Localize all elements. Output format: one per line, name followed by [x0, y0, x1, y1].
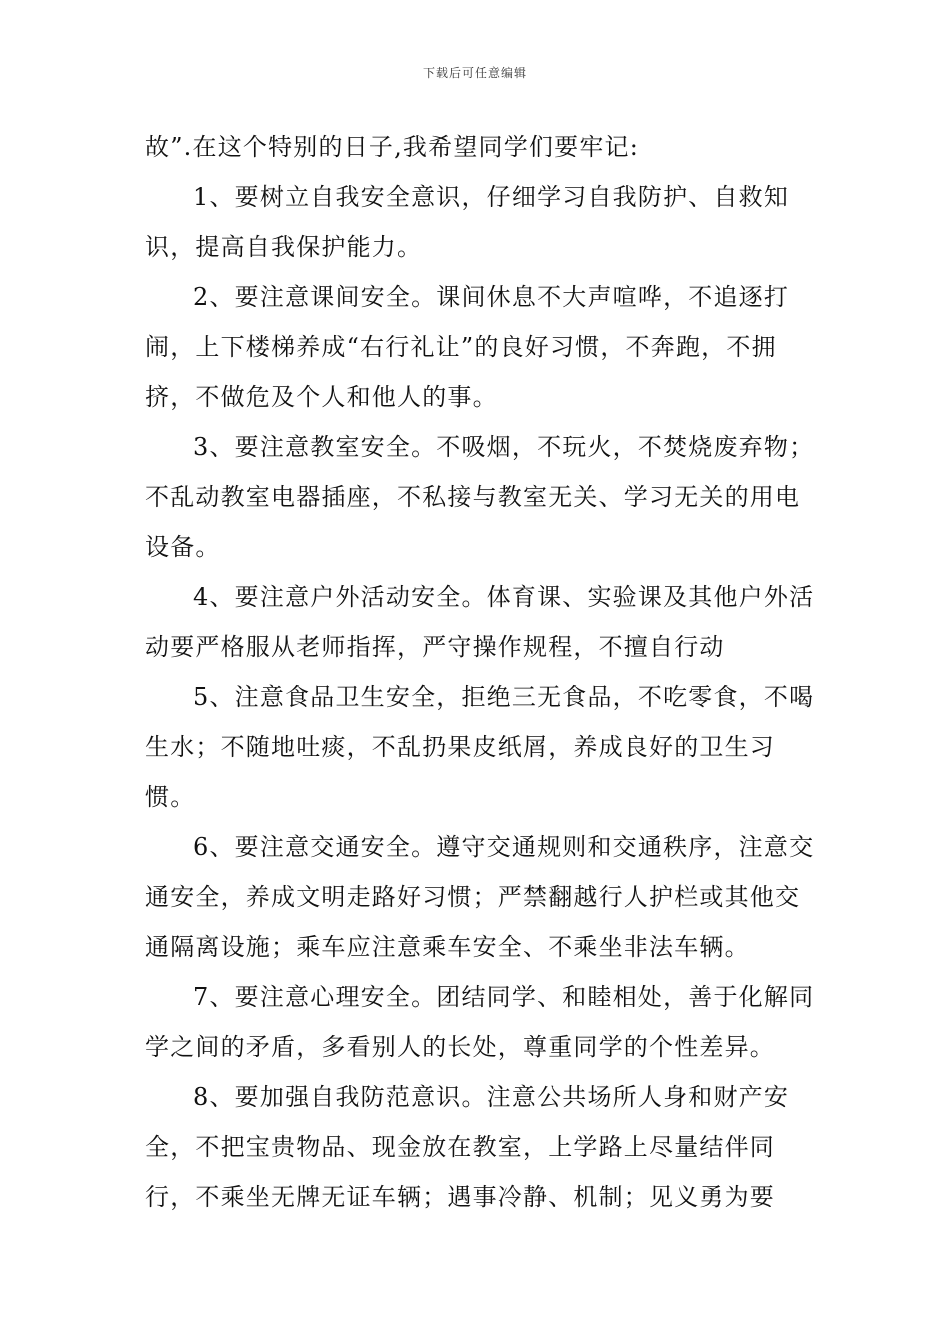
paragraph-item-5: 5、注意食品卫生安全，拒绝三无食品，不吃零食，不喝生水；不随地吐痰，不乱扔果皮纸屑，养成良好的卫生习惯。: [145, 683, 815, 811]
paragraph-item-8: 8、要加强自我防范意识。注意公共场所人身和财产安全，不把宝贵物品、现金放在教室，上学路上尽量结伴同行，不乘坐无牌无证车辆；遇事冷静、机制；见义勇为要: [145, 1083, 790, 1211]
document-body: [145, 122, 815, 1222]
paragraph-item-6: 6、要注意交通安全。遵守交通规则和交通秩序，注意交通安全，养成文明走路好习惯；严禁翻越行人护栏或其他交通隔离设施；乘车应注意乘车安全、不乘坐非法车辆。: [145, 833, 815, 961]
paragraph-item-1: 1、要树立自我安全意识，仔细学习自我防护、自救知识，提高自我保护能力。: [145, 183, 790, 261]
paragraph-continuation: 故”.在这个特别的日子,我希望同学们要牢记:: [145, 133, 640, 161]
paragraph-item-2: 2、要注意课间安全。课间休息不大声喧哗，不追逐打闹，上下楼梯养成“右行礼让”的良好习惯，不奔跑，不拥挤，不做危及个人和他人的事。: [145, 283, 790, 411]
page-header: 下载后可任意编辑: [422, 66, 527, 80]
paragraph-item-7: 7、要注意心理安全。团结同学、和睦相处，善于化解同学之间的矛盾，多看别人的长处，尊重同学的个性差异。: [145, 983, 815, 1061]
paragraph-item-4: 4、要注意户外活动安全。体育课、实验课及其他户外活动要严格服从老师指挥，严守操作规程，不擅自行动: [145, 583, 815, 661]
paragraph-item-3: 3、要注意教室安全。不吸烟，不玩火，不焚烧废弃物；不乱动教室电器插座，不私接与教室无关、学习无关的用电设备。: [145, 433, 815, 561]
